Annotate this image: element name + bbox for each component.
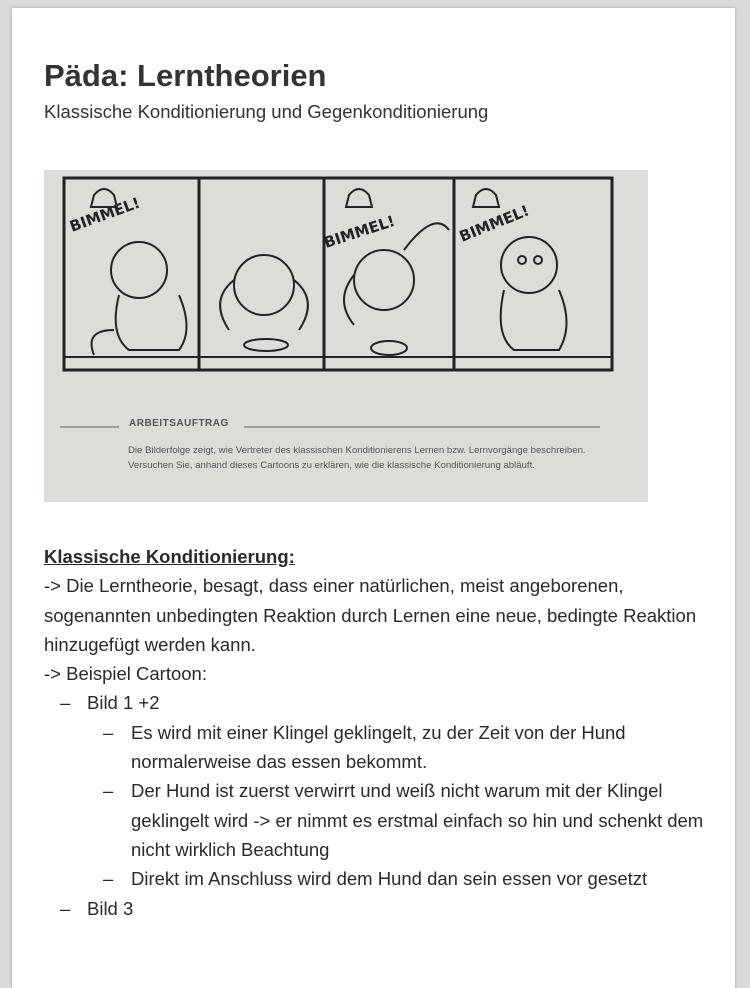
- dash-bullet: –: [60, 897, 71, 919]
- task-heading: ARBEITSAUFTRAG: [129, 418, 229, 429]
- list-item-text: Der Hund ist zuerst verwirrt und weiß nicht warum mit der Klingel geklingelt wird -> er nimmt es erstmal einfach so hin und schenkt dem nicht wirklich Beachtung: [131, 780, 704, 860]
- list-item-text: Direkt im Anschluss wird dem Hund dan sein essen vor gesetzt: [131, 868, 648, 890]
- dash-bullet: –: [60, 692, 71, 714]
- list-item: [44, 894, 724, 923]
- note-body: [44, 542, 724, 923]
- dash-bullet: –: [103, 780, 114, 802]
- panel-1-sound-text: BIMMEL!: [67, 193, 143, 236]
- dash-bullet: –: [103, 721, 114, 743]
- page-title: Päda: Lerntheorien: [44, 58, 327, 93]
- list-item-text: Es wird mit einer Klingel geklingelt, zu der Zeit von der Hund normalerweise das essen bekommt.: [131, 721, 626, 773]
- cartoon-image[interactable]: [44, 170, 648, 502]
- section-heading: Klassische Konditionierung:: [44, 546, 295, 567]
- note-page: [12, 8, 735, 988]
- page-subtitle: Klassische Konditionierung und Gegenkonditionierung: [44, 101, 489, 122]
- list-item-text: Bild 3: [87, 897, 134, 919]
- paragraph-example: -> Beispiel Cartoon:: [44, 663, 207, 685]
- dash-bullet: –: [103, 868, 114, 890]
- list-item-text: Bild 1 +2: [87, 692, 160, 714]
- list-item: [44, 864, 724, 893]
- list-item: [44, 688, 724, 717]
- panel-4-sound-text: BIMMEL!: [456, 201, 532, 246]
- list-item: [44, 718, 724, 777]
- list-item: [44, 776, 724, 864]
- task-text: Die Bilderfolge zeigt, wie Vertreter des klassischen Konditionierens Lernen bzw. Lernvorgänge beschreiben. Versuchen Sie, anhand dieses Cartoons zu erklären, wie die klassische Konditionierung abläuft.: [128, 445, 586, 471]
- panel-3-sound-text: BIMMEL!: [321, 211, 398, 252]
- paragraph-definition: -> Die Lerntheorie, besagt, dass einer natürlichen, meist angeborenen, sogenannten unbedingten Reaktion durch Lernen eine neue, bedingte Reaktion hinzugefügt werden kann.: [44, 575, 697, 655]
